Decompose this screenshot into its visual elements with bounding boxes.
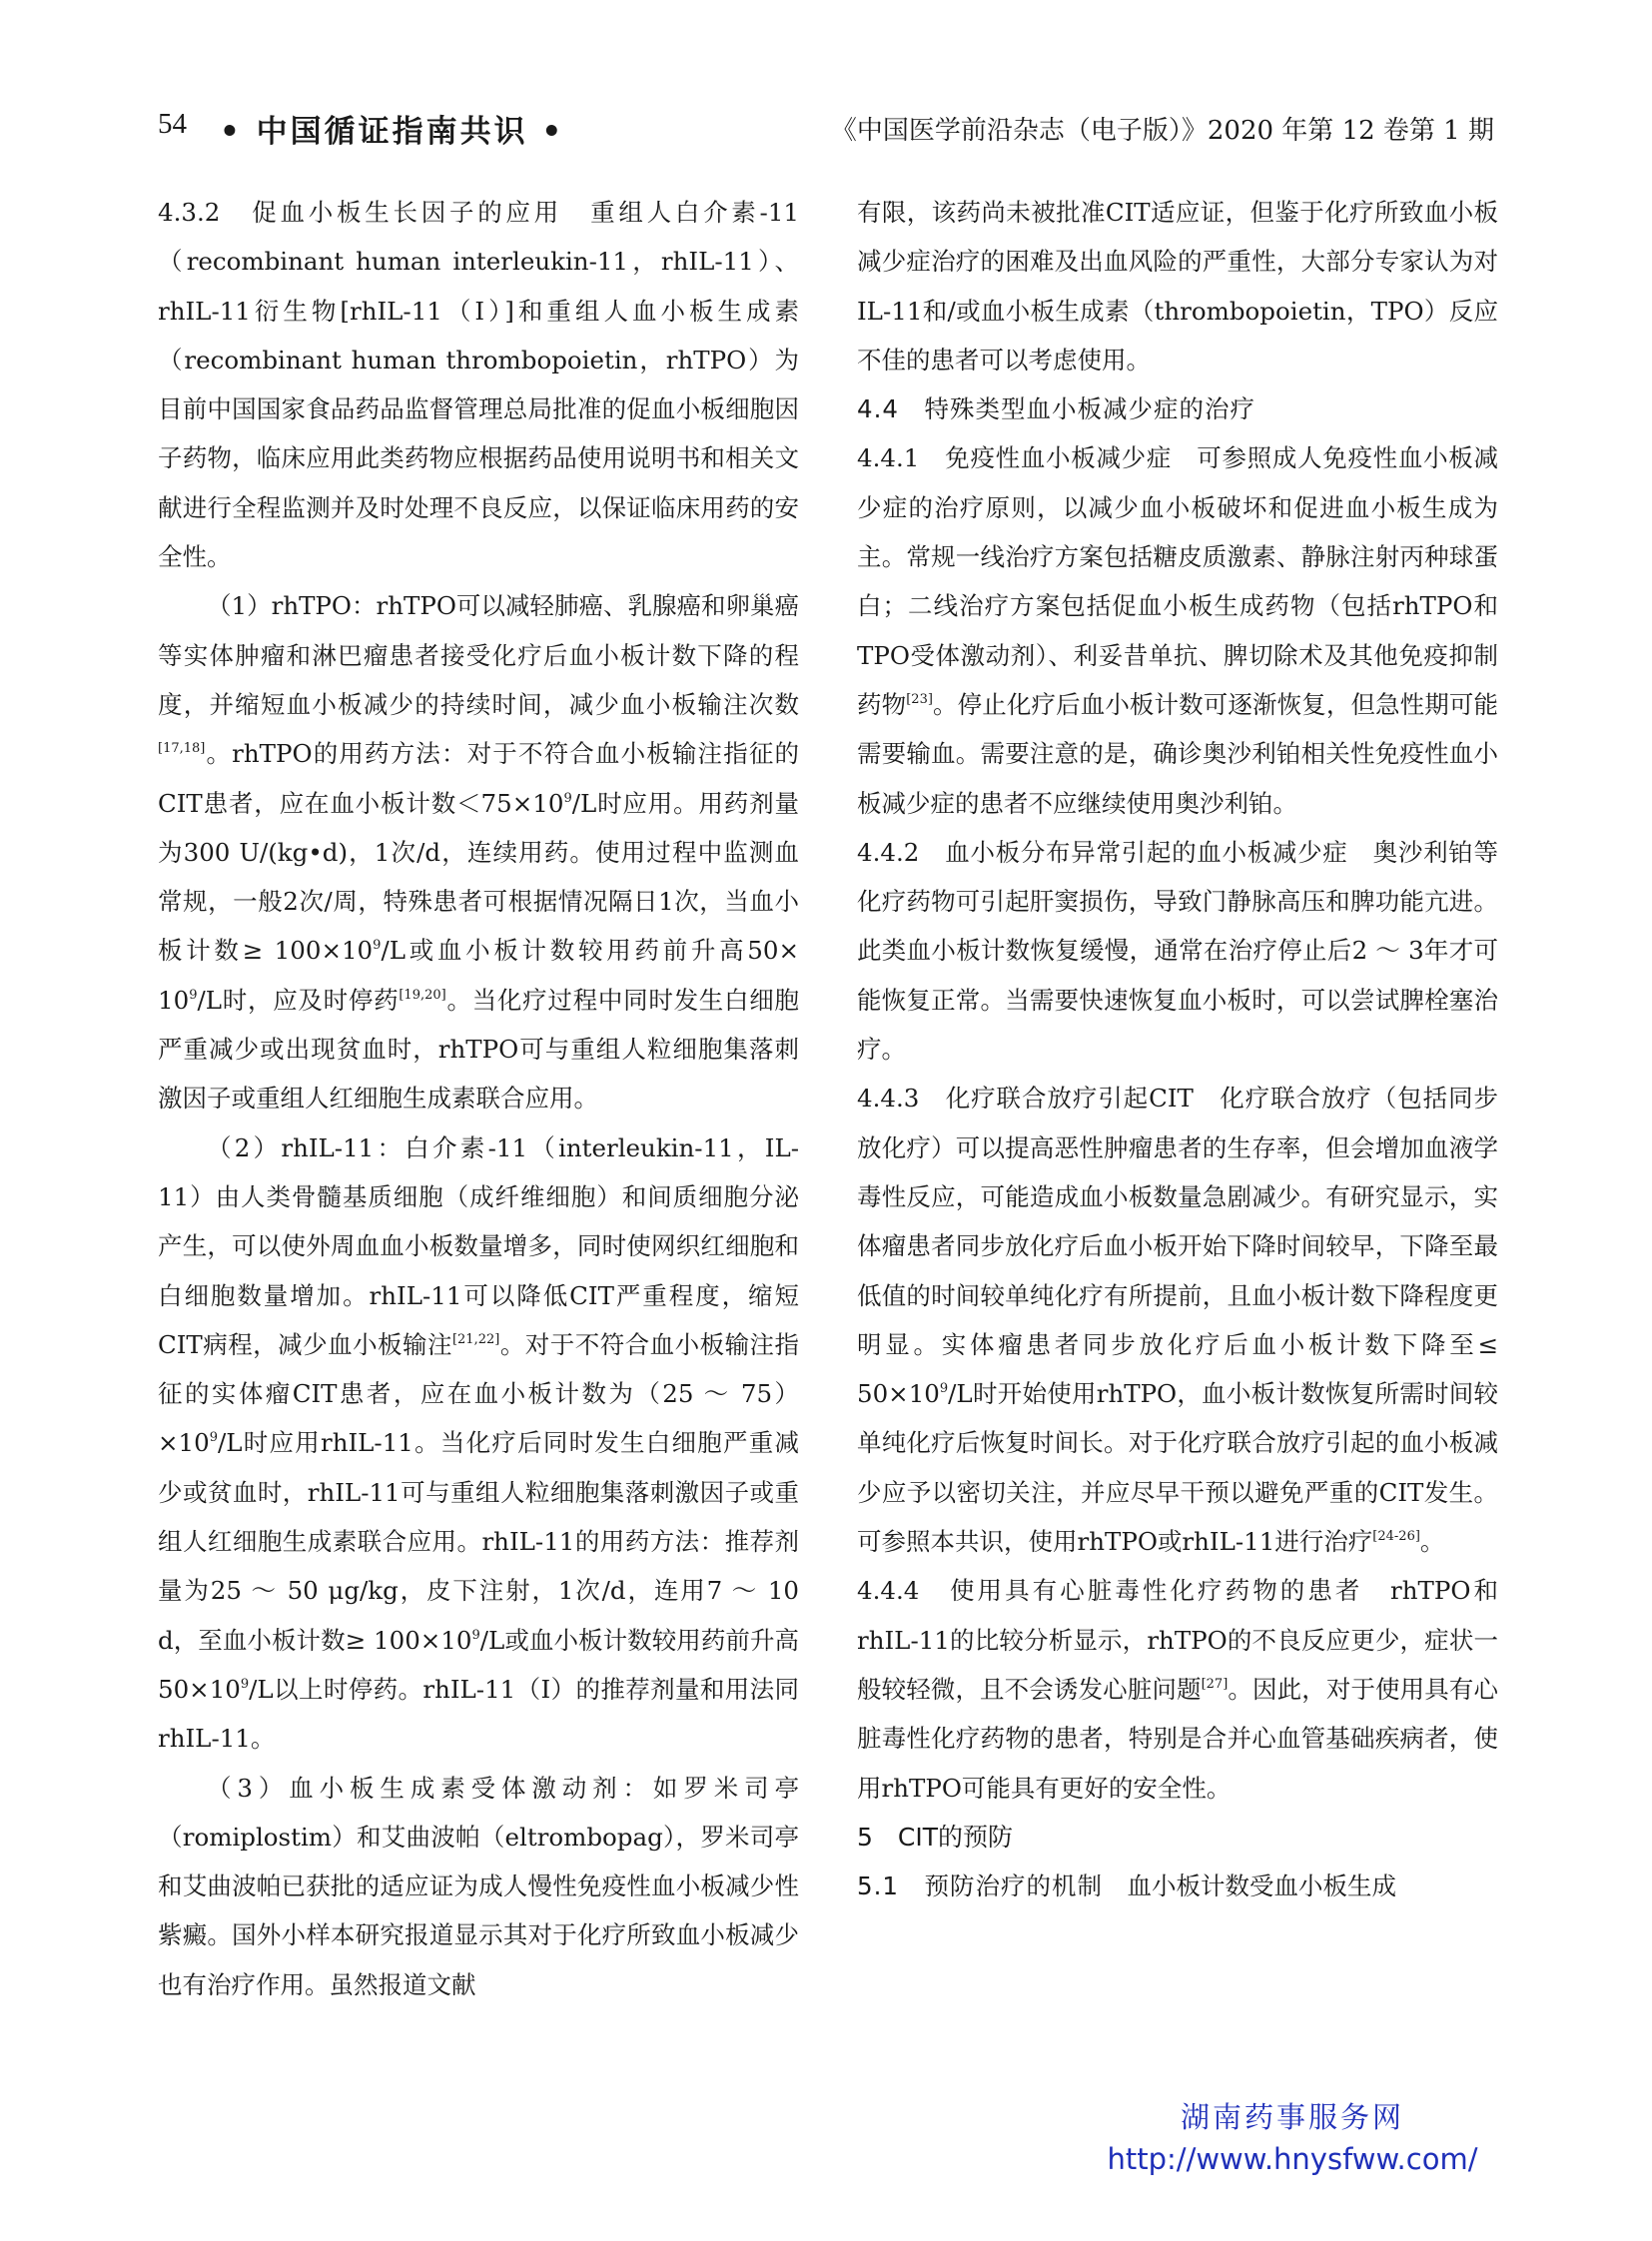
text: /L以上时停药。rhIL-11（Ⅰ）的推荐剂量和用法同rhIL-11。: [158, 1674, 799, 1754]
text: 。停止化疗后血小板计数可逐渐恢复，但急性期可能需要输血。需要注意的是，确诊奥沙利铂相关性免疫性血小板减少症的患者不应继续使用奥沙利铂。: [857, 689, 1499, 818]
citation: [19,20]: [399, 987, 446, 1003]
right-column: [857, 188, 1498, 1910]
text: 。当化疗过程中同时发生白细胞严重减少或出现贫血时，rhTPO可与重组人粒细胞集落刺激因子或重组人红细胞生成素联合应用。: [158, 985, 799, 1114]
text: /L或血小板计数较用药前升高50×10: [158, 1625, 800, 1704]
paragraph-continued: 有限，该药尚未被批准CIT适应证，但鉴于化疗所致血小板减少症治疗的困难及出血风险的严重性，大部分专家认为对IL-11和/或血小板生成素（thrombopoietin，TPO）反应不佳的患者可以考虑使用。: [857, 198, 1498, 374]
text: 血小板计数受血小板生成: [1102, 1871, 1396, 1901]
left-column: [158, 188, 799, 2009]
text: /L或血小板计数较用药前升高50× 10: [158, 936, 799, 1015]
citation: [23]: [906, 691, 933, 707]
heading-5: 5 CIT的预防: [857, 1822, 1014, 1852]
exponent: 9: [189, 987, 198, 1003]
journal-title: 《中国医学前沿杂志（电子版）》2020 年第 12 卷第 1 期: [830, 116, 1494, 146]
paragraph-rhil11: [158, 1123, 799, 1764]
watermark-name: 湖南药事服务网: [1180, 2100, 1404, 2134]
citation: [21,22]: [451, 1331, 500, 1347]
paragraph-4-4-4: [857, 1566, 1498, 1812]
text: /L时应用。用药剂量为300 U/(kg•d)，1次/d，连续用药。使用过程中监测血常规，一般2次/周，特殊患者可根据情况隔日1次，当血小板计数≥ 100×10: [158, 788, 799, 966]
text: 。rhTPO的用药方法：对于不符合血小板输注指征的CIT患者，应在血小板计数＜75×10: [158, 739, 799, 818]
citation: [17,18]: [158, 741, 206, 757]
watermark-url[interactable]: http://www.hnysfww.com/: [1107, 2142, 1478, 2176]
watermark: [1093, 2095, 1492, 2179]
exponent: 9: [471, 1627, 480, 1643]
section-title: • 中国循证指南共识 •: [220, 114, 565, 150]
text: 4.4.4 使用具有心脏毒性化疗药物的患者 rhTPO和rhIL-11的比较分析显示，rhTPO的不良反应更少，症状一般较轻微，且不会诱发心脏问题: [857, 1576, 1498, 1704]
text: 4.4.1 免疫性血小板减少症 可参照成人免疫性血小板减少症的治疗原则，以减少血小板破坏和促进血小板生成为主。常规一线治疗方案包括糖皮质激素、静脉注射丙种球蛋白；二线治疗方案包括促血小板生成药物（包括rhTPO和TPO受体激动剂）、利妥昔单抗、脾切除术及其他免疫抑制药物: [857, 443, 1498, 719]
exponent: 9: [240, 1676, 250, 1692]
text: /L时开始使用rhTPO，血小板计数恢复所需时间较单纯化疗后恢复时间长。对于化疗联合放疗引起的血小板减少应予以密切关注，并应尽早干预以避免严重的CIT发生。可参照本共识，使用rhTPO或rhIL-11进行治疗: [857, 1379, 1498, 1557]
citation: [27]: [1201, 1676, 1229, 1692]
exponent: 9: [563, 790, 572, 806]
exponent: 9: [939, 1381, 949, 1397]
paragraph-4-4-1: [857, 433, 1498, 827]
paragraph-4-3-2: 4.3.2 促血小板生长因子的应用 重组人白介素-11（recombinant human interleukin-11，rhIL-11）、rhIL-11衍生物[rhIL-11（Ⅰ）]和重组人血小板生成素（recombinant human thrombopoietin，rhTPO）为目前中国国家食品药品监督管理总局批准的促血小板细胞因子药物，临床应用此类药物应根据药品使用说明书和相关文献进行全程监测并及时处理不良反应，以保证临床用药的安全性。: [158, 198, 799, 572]
exponent: 9: [209, 1430, 218, 1446]
text: 4.4.3 化疗联合放疗引起CIT 化疗联合放疗（包括同步放化疗）可以提高恶性肿瘤患者的生存率，但会增加血液学毒性反应，可能造成血小板数量急剧减少。有研究显示，实体瘤患者同步放化疗后血小板开始下降时间较早，下降至最低值的时间较单纯化疗有所提前，且血小板计数下降程度更明显。实体瘤患者同步放化疗后血小板计数下降至≤ 50×10: [857, 1084, 1498, 1409]
text: /L时，应及时停药: [197, 985, 400, 1015]
paragraph-5-1: [857, 1862, 1498, 1910]
page-header: [158, 108, 1494, 164]
paragraph-tpo-ra: （3）血小板生成素受体激动剂：如罗米司亭（romiplostim）和艾曲波帕（eltrombopag），罗米司亭和艾曲波帕已获批的适应证为成人慢性免疫性血小板减少性紫癜。国外小样本研究报道显示其对于化疗所致血小板减少也有治疗作用。虽然报道文献: [158, 1773, 799, 1999]
heading-4-4: 4.4 特殊类型血小板减少症的治疗: [857, 394, 1255, 424]
text: 。: [1419, 1527, 1445, 1557]
page-number: 54: [158, 108, 187, 140]
citation: [24-26]: [1372, 1529, 1420, 1545]
text: 。对于不符合血小板输注指征的实体瘤CIT患者，应在血小板计数为（25 ～ 75）×10: [158, 1329, 800, 1458]
text: 。因此，对于使用具有心脏毒性化疗药物的患者，特别是合并心血管基础疾病者，使用rhTPO可能具有更好的安全性。: [857, 1674, 1499, 1803]
text: （1）rhTPO：rhTPO可以减轻肺癌、乳腺癌和卵巢癌等实体肿瘤和淋巴瘤患者接受化疗后血小板计数下降的程度，并缩短血小板减少的持续时间，减少血小板输注次数: [158, 591, 799, 719]
heading-5-1: 5.1 预防治疗的机制: [857, 1871, 1103, 1901]
paragraph-rhtpo: [158, 581, 799, 1122]
exponent: 9: [373, 938, 382, 954]
text: （2）rhIL-11：白介素-11（interleukin-11，IL-11）由人类骨髓基质细胞（成纤维细胞）和间质细胞分泌产生，可以使外周血血小板数量增多，同时使网织红细胞和白细胞数量增加。rhIL-11可以降低CIT严重程度，缩短CIT病程，减少血小板输注: [158, 1132, 799, 1359]
paragraph-4-4-2: 4.4.2 血小板分布异常引起的血小板减少症 奥沙利铂等化疗药物可引起肝窦损伤，导致门静脉高压和脾功能亢进。此类血小板计数恢复缓慢，通常在治疗停止后2 ～ 3年才可能恢复正常。当需要快速恢复血小板时，可以尝试脾栓塞治疗。: [857, 837, 1498, 1065]
text: /L时应用rhIL-11。当化疗后同时发生白细胞严重减少或贫血时，rhIL-11可与重组人粒细胞集落刺激因子或重组人红细胞生成素联合应用。rhIL-11的用药方法：推荐剂量为25 ～ 50 μg/kg，皮下注射，1次/d，连用7 ～ 10 d，至血小板计数≥ 100×10: [158, 1428, 799, 1655]
paragraph-4-4-3: [857, 1074, 1498, 1566]
